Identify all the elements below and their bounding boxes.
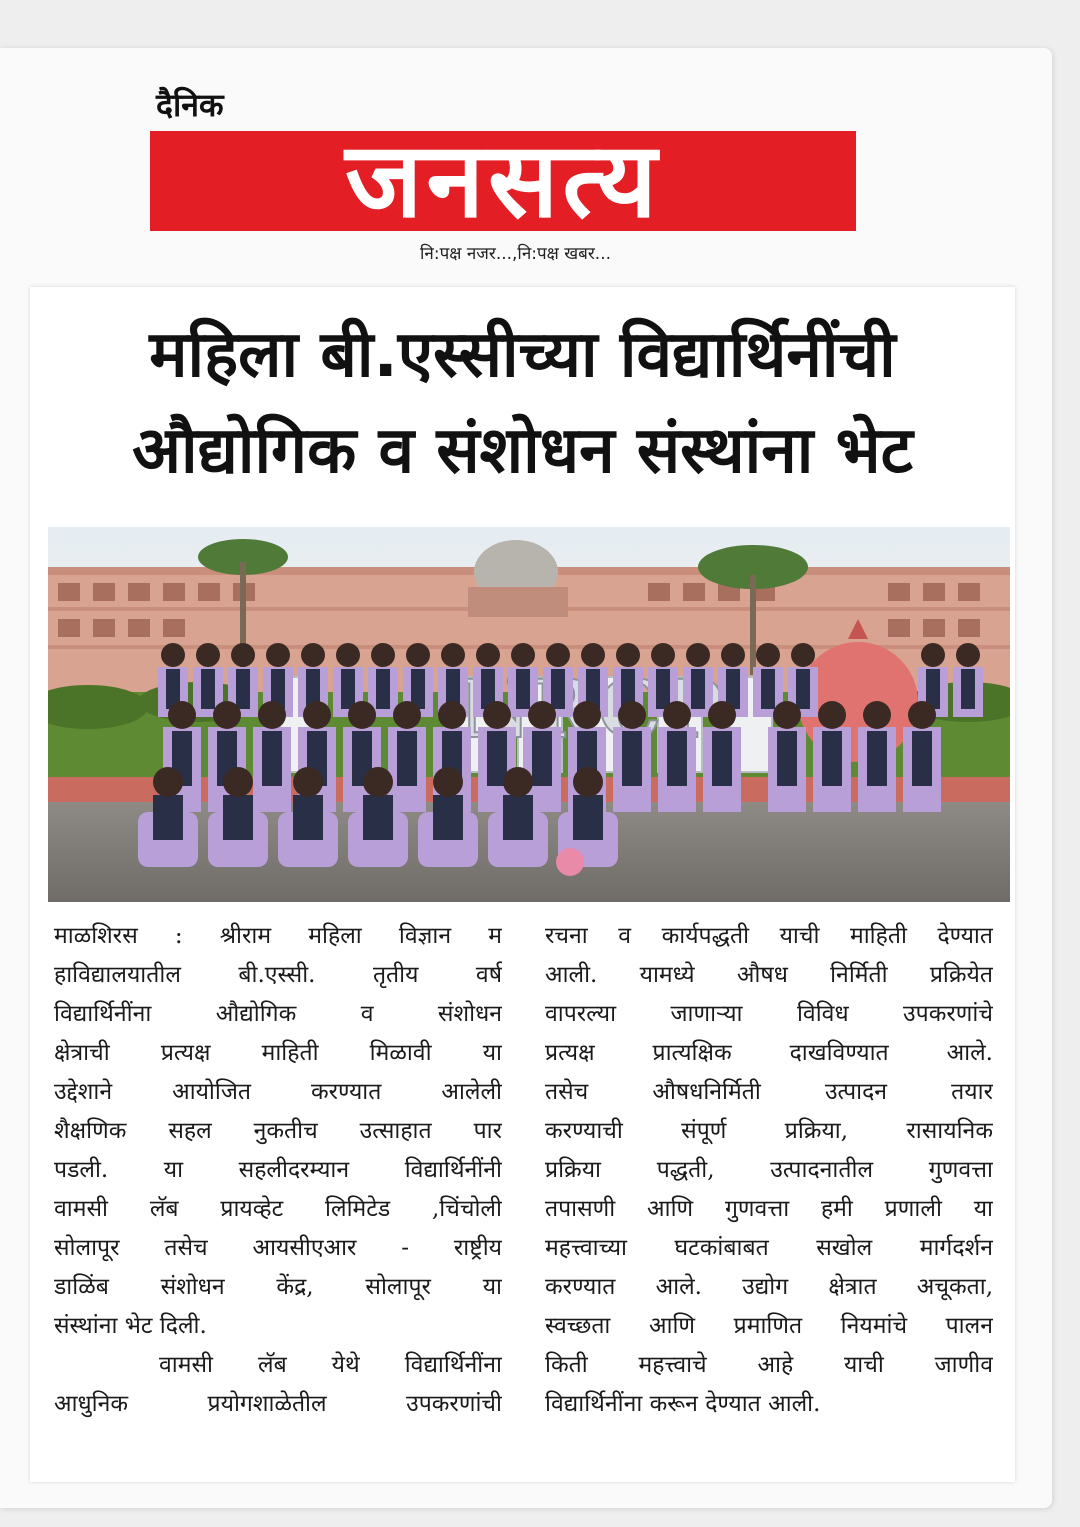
left-line-13: आधुनिक प्रयोगशाळेतील उपकरणांची (54, 1391, 502, 1417)
article-column-right (545, 917, 993, 1424)
left-line-4: क्षेत्राची प्रत्यक्ष माहिती मिळावी या (54, 1040, 502, 1066)
right-line-9: महत्त्वाच्या घटकांबाबत सखोल मार्गदर्शन (545, 1235, 993, 1261)
article-photo (48, 527, 1010, 902)
right-line-6: करण्याची संपूर्ण प्रक्रिया, रासायनिक (545, 1118, 993, 1144)
left-line-1: माळशिरस : श्रीराम महिला विज्ञान म (54, 923, 502, 949)
right-line-10: करण्यात आले. उद्योग क्षेत्रात अचूकता, (545, 1274, 993, 1300)
right-line-4: प्रत्यक्ष प्रात्यक्षिक दाखविण्यात आले. (545, 1040, 993, 1066)
right-line-2: आली. यामध्ये औषध निर्मिती प्रक्रियेत (545, 962, 993, 988)
headline-line-2: औद्योगिक व संशोधन संस्थांना भेट (132, 414, 913, 488)
right-line-11: स्वच्छता आणि प्रमाणित नियमांचे पालन (545, 1313, 993, 1339)
masthead-daily-label: दैनिक (156, 86, 224, 124)
masthead-logo-text: जनसत्य (345, 119, 661, 241)
headline-line-1: महिला बी.एस्सीच्या विद्यार्थिनींची (149, 318, 896, 392)
right-line-3: वापरल्या जाणाऱ्या विविध उपकरणांचे (545, 1001, 993, 1027)
article-headline (30, 307, 1015, 499)
left-line-3: विद्यार्थिनींना औद्योगिक व संशोधन (54, 1001, 502, 1027)
right-line-8: तपासणी आणि गुणवत्ता हमी प्रणाली या (545, 1196, 993, 1222)
right-line-5: तसेच औषधनिर्मिती उत्पादन तयार (545, 1079, 993, 1105)
article-column-left (54, 917, 502, 1424)
left-line-9: सोलापूर तसेच आयसीएआर - राष्ट्रीय (54, 1235, 502, 1261)
masthead (150, 83, 860, 273)
left-line-5: उद्देशाने आयोजित करण्यात आलेली (54, 1079, 502, 1105)
right-line-1: रचना व कार्यपद्धती याची माहिती देण्यात (545, 923, 993, 949)
left-line-2: हाविद्यालयातील बी.एस्सी. तृतीय वर्ष (54, 962, 502, 988)
left-line-12: वामसी लॅब येथे विद्यार्थिनींना (159, 1352, 502, 1378)
left-line-8: वामसी लॅब प्रायव्हेट लिमिटेड ,चिंचोली (54, 1196, 502, 1222)
masthead-tagline: नि:पक्ष नजर...,नि:पक्ष खबर... (420, 244, 612, 264)
right-line-12: किती महत्त्वाचे आहे याची जाणीव (545, 1352, 993, 1378)
right-line-13: विद्यार्थिनींना करून देण्यात आली. (545, 1391, 821, 1417)
left-line-7: पडली. या सहलीदरम्यान विद्यार्थिनींनी (54, 1157, 502, 1183)
left-line-11: संस्थांना भेट दिली. (54, 1313, 207, 1339)
right-line-7: प्रक्रिया पद्धती, उत्पादनातील गुणवत्ता (545, 1157, 993, 1183)
article (30, 287, 1015, 1482)
left-line-10: डाळिंब संशोधन केंद्र, सोलापूर या (54, 1274, 502, 1300)
left-line-6: शैक्षणिक सहल नुकतीच उत्साहात पार (54, 1118, 502, 1144)
